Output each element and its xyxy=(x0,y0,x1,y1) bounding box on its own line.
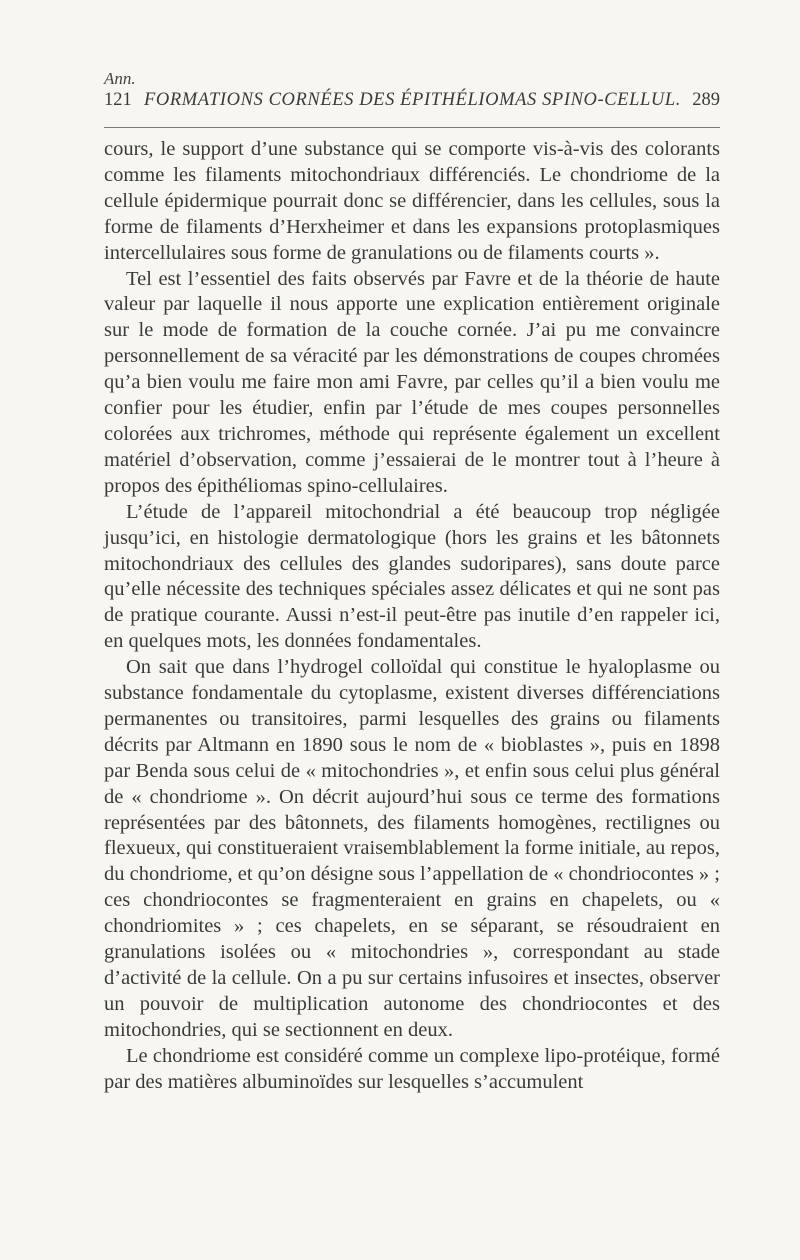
volume-number: 121 xyxy=(104,90,132,110)
running-title: FORMATIONS CORNÉES DES ÉPITHÉLIOMAS SPINO-CELLUL. xyxy=(144,90,681,110)
paragraph-2: Tel est l’essentiel des faits observés par Favre et de la théorie de haute valeur par laquelle il nous apporte une explication entièrement originale sur le mode de formation de la couche cornée. J’ai pu me convaincre personnellement de sa véracité par les démonstrations de coupes chromées qu’a bien voulu me faire mon ami Favre, par celles qu’il a bien voulu me confier pour les étudier, enfin par l’étude de mes coupes personnelles colorées aux trichromes, méthode qui représente également un excellent matériel d’observation, comme j’essaierai de le montrer tout à l’heure à propos des épithéliomas spino-cellulaires. xyxy=(104,267,720,497)
paragraph-5: Le chondriome est considéré comme un complexe lipo-protéique, formé par des matières albuminoïdes sur lesquelles s’accumulent xyxy=(104,1044,720,1093)
paragraph-3: L’étude de l’appareil mitochondrial a été beaucoup trop négligée jusqu’ici, en histologie dermatologique (hors les grains et les bâtonnets mitochondriaux des cellules des glandes sudoripares), sans doute parce qu’elle nécessite des techniques spéciales assez délicates et qui ne sont pas de pratique courante. Aussi n’est-il peut-être pas inutile d’en rappeler ici, en quelques mots, les données fondamentales. xyxy=(104,500,720,653)
paragraph-4: On sait que dans l’hydrogel colloïdal qui constitue le hyaloplasme ou substance fondamentale du cytoplasme, existent diverses différenciations permanentes ou transitoires, parmi lesquelles des grains ou filaments décrits par Altmann en 1890 sous le nom de « bioblastes », puis en 1898 par Benda sous celui de « mitochondries », et enfin sous celui plus général de « chondriome ». On décrit aujourd’hui sous ce terme des formations représentées par des bâtonnets, des filaments homogènes, rectilignes ou flexueux, qui constitueraient vraisemblablement la forme initiale, au repos, du chondriome, et qu’on désigne sous l’appellation de « chondriocontes » ; ces chondriocontes se fragmenteraient en grains en chapelets, ou « chondriomites » ; ces chapelets, en se séparant, se résoudraient en granulations isolées ou « mitochondries », correspondant au stade d’activité de la cellule. On a pu sur certains infusoires et insectes, observer un pouvoir de multiplication autonome des chondriocontes et des mitochondries, qui se sectionnent en deux. xyxy=(104,656,721,1041)
paragraph-1: cours, le support d’une substance qui se comporte vis-à-vis des colorants comme les filaments mitochondriaux différenciés. Le chondriome de la cellule épidermique pourrait donc se différencier, dans les cellules, sous la forme de filaments d’Herxheimer et dans les expansions protoplasmiques intercellulaires sous forme de granulations ou de filaments courts ». xyxy=(104,138,720,264)
body-text xyxy=(104,137,720,1096)
page-header xyxy=(104,70,720,112)
page-number: 289 xyxy=(692,90,720,110)
running-head xyxy=(104,88,720,112)
header-rule xyxy=(104,127,720,128)
journal-abbreviation: Ann. xyxy=(104,69,136,88)
